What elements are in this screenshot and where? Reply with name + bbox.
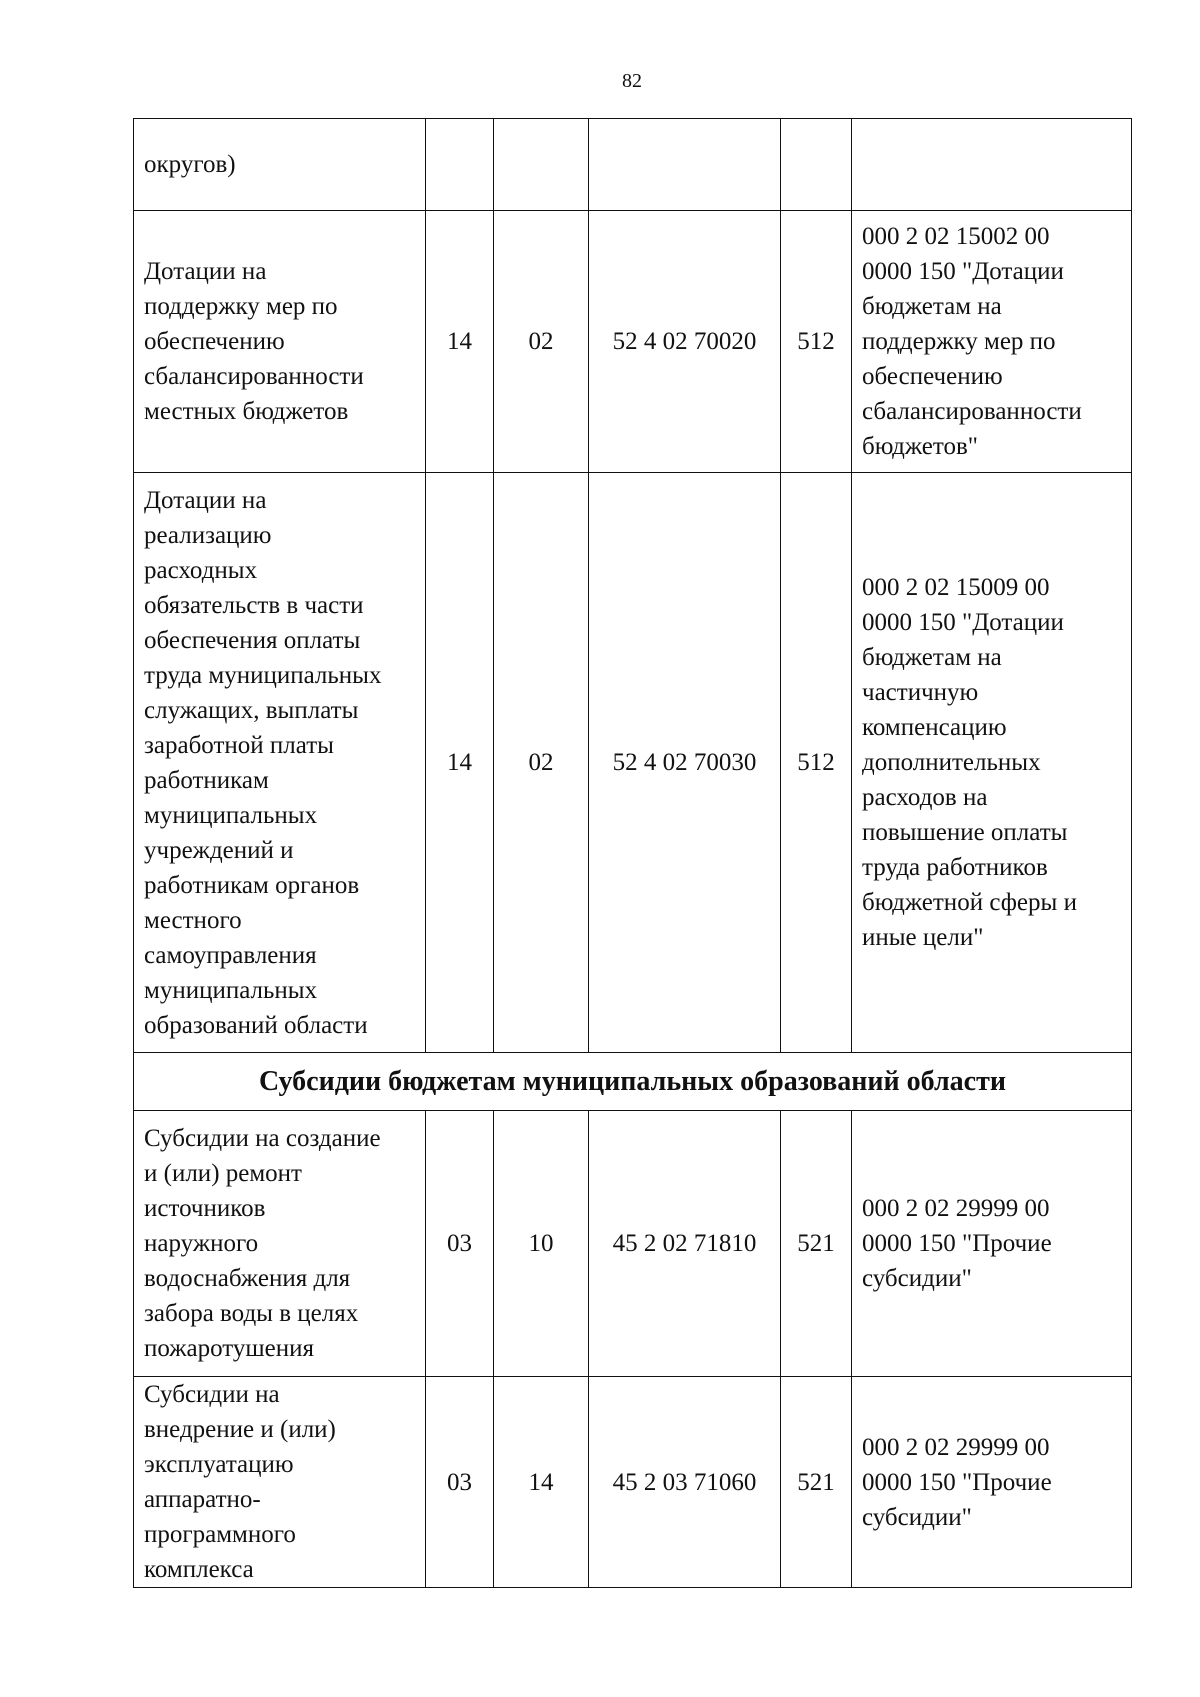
section-code-cell: 14: [426, 211, 494, 473]
expense-name-cell: Дотации на поддержку мер по обеспечению сбалансированности местных бюджетов: [134, 211, 426, 473]
table-row: [134, 119, 1132, 211]
section-heading-row: [134, 1053, 1132, 1111]
expense-type-cell: 512: [781, 211, 852, 473]
section-heading: Субсидии бюджетам муниципальных образований области: [134, 1053, 1132, 1111]
revenue-code-cell: 000 2 02 29999 00 0000 150 "Прочие субсидии": [852, 1111, 1132, 1377]
revenue-code-cell: 000 2 02 29999 00 0000 150 "Прочие субсидии": [852, 1377, 1132, 1588]
expense-name-cell: Дотации на реализацию расходных обязательств в части обеспечения оплаты труда муниципальных служащих, выплаты заработной платы работникам муниципальных учреждений и работникам органов местного самоуправления муниципальных образований области: [134, 473, 426, 1053]
revenue-code-cell: 000 2 02 15009 00 0000 150 "Дотации бюджетам на частичную компенсацию дополнительных расходов на повышение оплаты труда работников бюджетной сферы и иные цели": [852, 473, 1132, 1053]
target-article-cell: 52 4 02 70030: [589, 473, 781, 1053]
revenue-code-cell: [852, 119, 1132, 211]
section-code-cell: [426, 119, 494, 211]
subsection-code-cell: [494, 119, 589, 211]
expense-type-cell: 521: [781, 1111, 852, 1377]
target-article-cell: 45 2 03 71060: [589, 1377, 781, 1588]
table-row: [134, 1111, 1132, 1377]
expense-type-cell: [781, 119, 852, 211]
target-article-cell: [589, 119, 781, 211]
section-code-cell: 03: [426, 1377, 494, 1588]
subsection-code-cell: 02: [494, 211, 589, 473]
target-article-cell: 52 4 02 70020: [589, 211, 781, 473]
table-row: [134, 1377, 1132, 1588]
subsection-code-cell: 10: [494, 1111, 589, 1377]
table-row: [134, 473, 1132, 1053]
section-code-cell: 03: [426, 1111, 494, 1377]
revenue-code-cell: 000 2 02 15002 00 0000 150 "Дотации бюджетам на поддержку мер по обеспечению сбалансированности бюджетов": [852, 211, 1132, 473]
page-number: 82: [622, 70, 642, 92]
expense-type-cell: 521: [781, 1377, 852, 1588]
expense-name-cell: Субсидии на внедрение и (или) эксплуатацию аппаратно- программного комплекса: [134, 1377, 426, 1588]
table-row: [134, 211, 1132, 473]
subsection-code-cell: 02: [494, 473, 589, 1053]
expense-name-cell: Субсидии на создание и (или) ремонт источников наружного водоснабжения для забора воды в целях пожаротушения: [134, 1111, 426, 1377]
target-article-cell: 45 2 02 71810: [589, 1111, 781, 1377]
section-code-cell: 14: [426, 473, 494, 1053]
subsection-code-cell: 14: [494, 1377, 589, 1588]
budget-classification-table: [133, 118, 1132, 1588]
expense-name-cell: округов): [134, 119, 426, 211]
expense-type-cell: 512: [781, 473, 852, 1053]
